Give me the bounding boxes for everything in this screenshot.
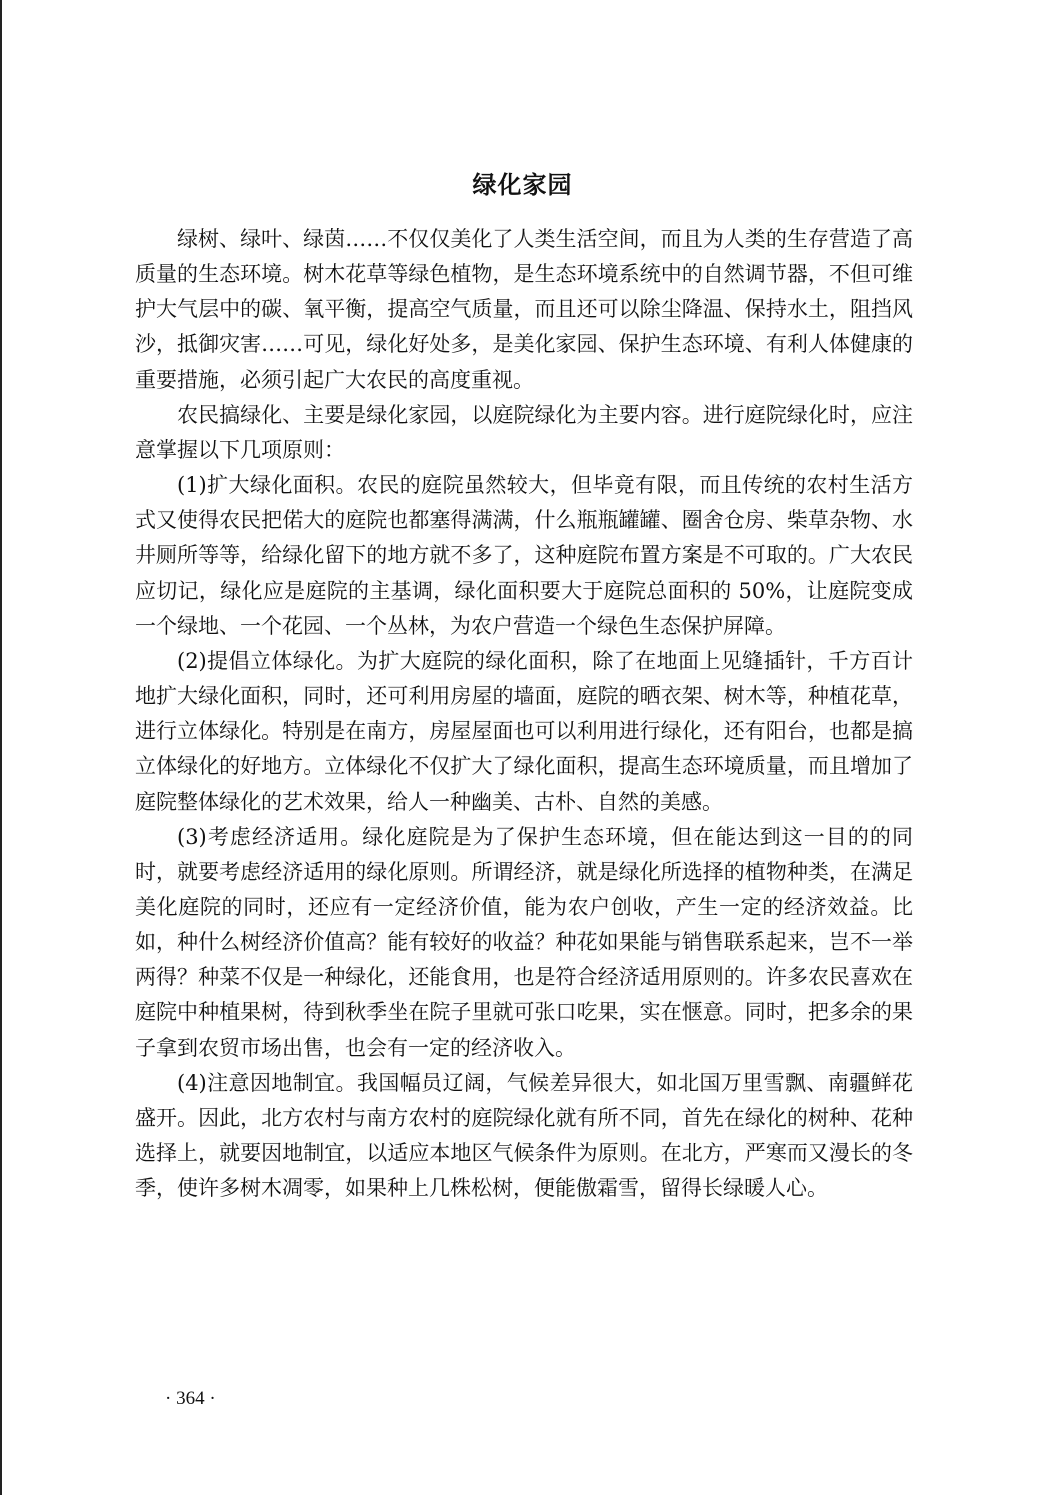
- page-number: · 364 ·: [165, 1388, 216, 1409]
- paragraph-principle-1: (1)扩大绿化面积。农民的庭院虽然较大，但毕竟有限，而且传统的农村生活方式又使得农民把偌大的庭院也都塞得满满，什么瓶瓶罐罐、圈舍仓房、柴草杂物、水井厕所等等，给绿化留下的地方就不多了，这种庭院布置方案是不可取的。广大农民应切记，绿化应是庭院的主基调，绿化面积要大于庭院总面积的 50%，让庭院变成一个绿地、一个花园、一个丛林，为农户营造一个绿色生态保护屏障。: [135, 473, 913, 638]
- body-text: [135, 222, 913, 1206]
- paragraph-intro: 绿树、绿叶、绿茵……不仅仅美化了人类生活空间，而且为人类的生存营造了高质量的生态环境。树木花草等绿色植物，是生态环境系统中的自然调节器，不但可维护大气层中的碳、氧平衡，提高空气质量，而且还可以除尘降温、保持水土，阻挡风沙，抵御灾害……可见，绿化好处多，是美化家园、保护生态环境、有利人体健康的重要措施，必须引起广大农民的高度重视。: [135, 227, 913, 392]
- page-title: 绿化家园: [472, 171, 573, 199]
- paragraph-principle-4: (4)注意因地制宜。我国幅员辽阔，气候差异很大，如北国万里雪飘、南疆鲜花盛开。因此，北方农村与南方农村的庭院绿化就有所不同，首先在绿化的树种、花种选择上，就要因地制宜，以适应本地区气候条件为原则。在北方，严寒而又漫长的冬季，使许多树木凋零，如果种上几株松树，便能傲霜雪，留得长绿暖人心。: [135, 1070, 913, 1201]
- paragraph-principle-2: (2)提倡立体绿化。为扩大庭院的绿化面积，除了在地面上见缝插针，千方百计地扩大绿化面积，同时，还可利用房屋的墙面，庭院的晒衣架、树木等，种植花草，进行立体绿化。特别是在南方，房屋屋面也可以利用进行绿化，还有阳台，也都是搞立体绿化的好地方。立体绿化不仅扩大了绿化面积，提高生态环境质量，而且增加了庭院整体绿化的艺术效果，给人一种幽美、古朴、自然的美感。: [135, 648, 913, 814]
- paragraph-principles-intro: 农民搞绿化、主要是绿化家园，以庭院绿化为主要内容。进行庭院绿化时，应注意掌握以下几项原则：: [135, 402, 913, 462]
- paragraph-principle-3: (3)考虑经济适用。绿化庭院是为了保护生态环境，但在能达到这一目的的同时，就要考虑经济适用的绿化原则。所谓经济，就是绿化所选择的植物种类，在满足美化庭院的同时，还应有一定经济价值，能为农户创收，产生一定的经济效益。比如，种什么树经济价值高？能有较好的收益？种花如果能与销售联系起来，岂不一举两得？种菜不仅是一种绿化，还能食用，也是符合经济适用原则的。许多农民喜欢在庭院中种植果树，待到秋季坐在院子里就可张口吃果，实在惬意。同时，把多余的果子拿到农贸市场出售，也会有一定的经济收入。: [135, 824, 913, 1060]
- page-edge-line: [0, 0, 2, 1495]
